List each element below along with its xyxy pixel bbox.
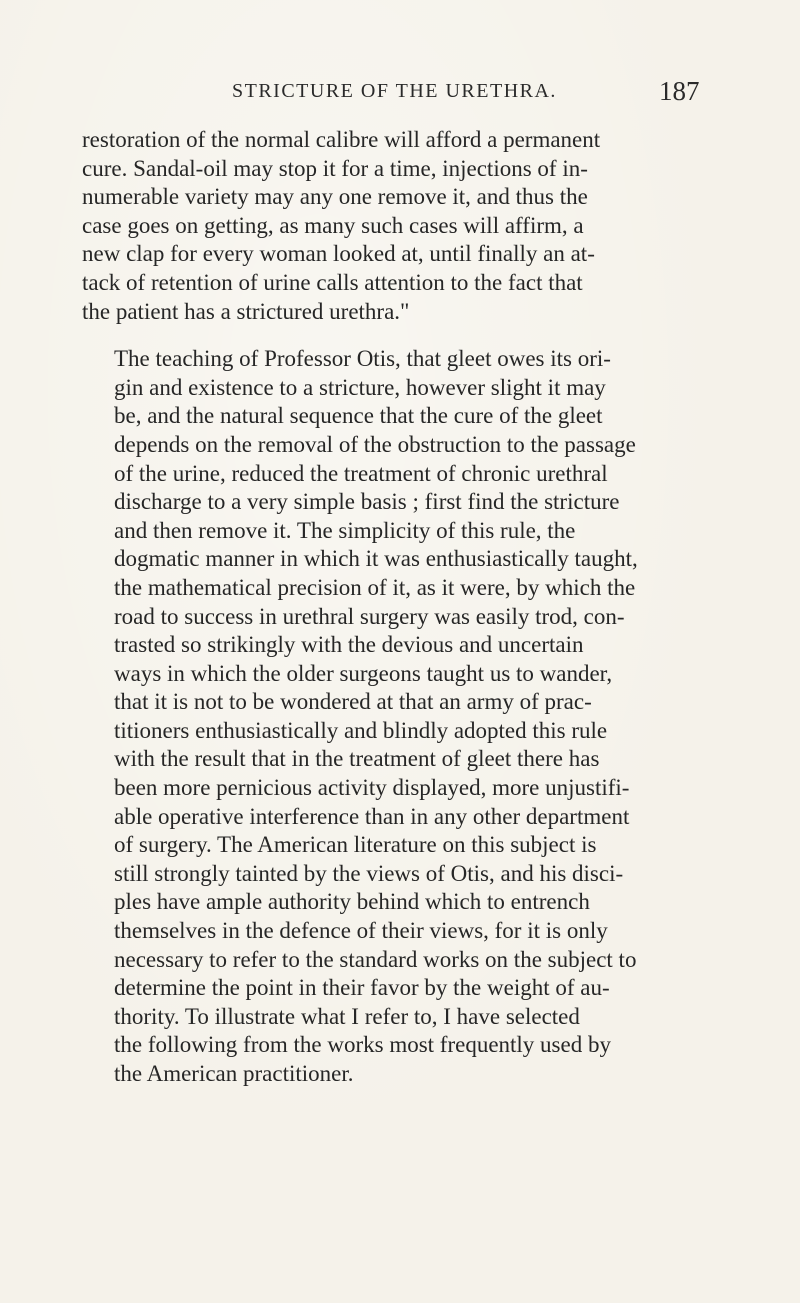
text-line: road to success in urethral surgery was easily trod, con- [114, 603, 625, 629]
text-line: depends on the removal of the obstruction to the passage [114, 431, 636, 457]
text-line: dogmatic manner in which it was enthusiastically taught, [114, 546, 638, 572]
text-line: of the urine, reduced the treatment of chronic urethral [114, 460, 608, 486]
body-text [82, 126, 712, 1089]
paragraph-2 [82, 345, 712, 1088]
text-line: gin and existence to a stricture, however slight it may [114, 374, 606, 400]
text-line: able operative interference than in any other department [114, 803, 630, 829]
text-line: be, and the natural sequence that the cure of the gleet [114, 403, 603, 429]
text-line: themselves in the defence of their views, for it is only [114, 918, 608, 944]
page-number: 187 [659, 76, 700, 106]
text-line: thority. To illustrate what I refer to, I have selected [114, 1003, 580, 1029]
text-line: still strongly tainted by the views of Otis, and his disci- [114, 860, 624, 886]
text-line: necessary to refer to the standard works on the subject to [114, 946, 637, 972]
text-line: with the result that in the treatment of gleet there has [114, 746, 600, 772]
page-header [0, 76, 800, 110]
text-line: the American practitioner. [114, 1061, 354, 1086]
paragraph-1 [82, 126, 712, 326]
text-line: the mathematical precision of it, as it were, by which the [114, 574, 636, 600]
text-line: and then remove it. The simplicity of this rule, the [114, 517, 576, 543]
text-line: the following from the works most frequently used by [114, 1032, 611, 1058]
text-line: been more pernicious activity displayed, more unjustifi- [114, 775, 630, 801]
text-line: cure. Sandal-oil may stop it for a time, injections of in- [82, 155, 588, 181]
text-line: that it is not to be wondered at that an army of prac- [114, 689, 592, 715]
text-line: case goes on getting, as many such cases will affirm, a [82, 212, 584, 238]
text-line: new clap for every woman looked at, until finally an at- [82, 241, 595, 267]
text-line: discharge to a very simple basis ; first find the stricture [114, 489, 620, 515]
text-line: the patient has a strictured urethra." [82, 298, 410, 324]
text-line: tack of retention of urine calls attention to the fact that [82, 269, 583, 295]
text-line: ples have ample authority behind which to entrench [114, 889, 590, 915]
text-line: The teaching of Professor Otis, that gleet owes its ori- [114, 346, 611, 372]
running-title: STRICTURE OF THE URETHRA. [232, 80, 557, 102]
text-line: trasted so strikingly with the devious and uncertain [114, 632, 584, 658]
text-line: restoration of the normal calibre will afford a permanent [82, 127, 601, 152]
text-line: determine the point in their favor by the weight of au- [114, 975, 610, 1001]
text-line: numerable variety may any one remove it, and thus the [82, 184, 588, 210]
text-line: titioners enthusiastically and blindly adopted this rule [114, 717, 608, 743]
text-line: ways in which the older surgeons taught us to wander, [114, 660, 613, 686]
text-line: of surgery. The American literature on this subject is [114, 832, 597, 858]
